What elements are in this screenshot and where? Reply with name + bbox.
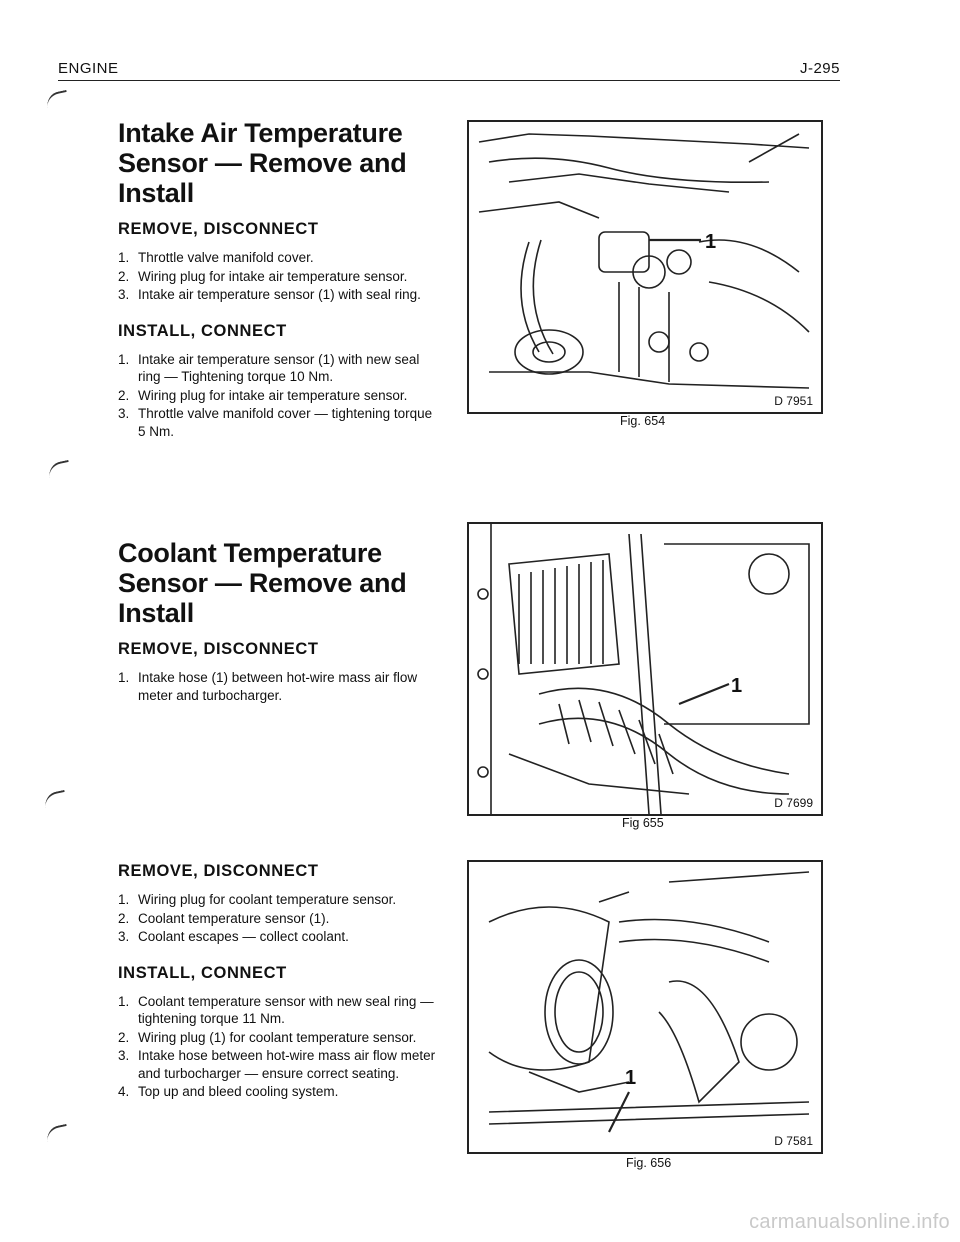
step-number: 3. — [118, 287, 130, 302]
step-text: Intake hose between hot-wire mass air flow meter and turbocharger — ensure correct seating. — [138, 1048, 436, 1081]
step-number: 4. — [118, 1084, 130, 1099]
step-number: 1. — [118, 670, 130, 685]
step-item — [118, 928, 438, 946]
step-number: 2. — [118, 1029, 130, 1045]
install-steps — [118, 993, 438, 1101]
step-text: Intake air temperature sensor (1) with new seal ring — Tightening torque 10 Nm. — [138, 351, 420, 384]
step-item — [118, 387, 438, 405]
callout-label: 1 — [731, 675, 743, 697]
step-text: Intake air temperature sensor (1) with seal ring. — [138, 287, 421, 302]
figure-caption: Fig. 654 — [620, 414, 666, 428]
remove-heading: REMOVE, DISCONNECT — [118, 862, 319, 880]
step-number: 2. — [118, 268, 130, 284]
step-text: Throttle valve manifold cover. — [138, 250, 314, 265]
step-number: 3. — [118, 1048, 130, 1063]
step-text: Intake hose (1) between hot-wire mass air flow meter and turbocharger. — [138, 670, 418, 703]
step-number: 3. — [118, 929, 130, 944]
step-text: Coolant temperature sensor with new seal ring — tightening torque 11 Nm. — [138, 993, 434, 1026]
figure-id: D 7581 — [774, 1134, 813, 1148]
page-section-header: ENGINE — [58, 60, 119, 77]
section-title — [118, 118, 438, 208]
figure-caption: Fig 655 — [622, 816, 664, 830]
engine-illustration — [469, 524, 821, 814]
margin-mark — [45, 1124, 69, 1142]
step-number: 2. — [118, 910, 130, 926]
section-title — [118, 538, 438, 628]
step-item — [118, 891, 438, 909]
page-number: J-295 — [799, 60, 840, 77]
step-text: Coolant temperature sensor (1). — [138, 910, 330, 926]
install-heading: INSTALL, CONNECT — [118, 321, 287, 340]
engine-illustration — [469, 122, 821, 412]
figure-caption: Fig. 656 — [626, 1156, 672, 1170]
title-line: Sensor — Remove and — [118, 148, 407, 178]
header-rule — [58, 80, 840, 81]
remove-steps — [118, 249, 438, 304]
step-number: 1. — [118, 993, 130, 1009]
title-line: Coolant Temperature — [118, 538, 382, 568]
figure-656 — [467, 860, 823, 1154]
step-text: Top up and bleed cooling system. — [138, 1084, 339, 1099]
install-steps — [118, 351, 438, 441]
remove-heading: REMOVE, DISCONNECT — [118, 640, 319, 658]
margin-mark — [47, 460, 71, 478]
step-number: 1. — [118, 892, 130, 907]
remove-heading: REMOVE, DISCONNECT — [118, 220, 319, 238]
section-coolant-temp — [118, 538, 438, 722]
figure-654 — [467, 120, 823, 414]
step-text: Throttle valve manifold cover — tightening torque 5 Nm. — [138, 406, 433, 439]
watermark-footer: carmanualsonline.info — [749, 1211, 950, 1233]
callout-label: 1 — [625, 1067, 637, 1089]
step-item — [118, 249, 438, 267]
step-item — [118, 405, 438, 440]
step-item — [118, 910, 438, 928]
figure-id: D 7951 — [774, 394, 813, 408]
title-line: Install — [118, 178, 194, 208]
step-item — [118, 993, 438, 1028]
step-item — [118, 1047, 438, 1082]
step-item — [118, 286, 438, 304]
step-item — [118, 669, 438, 704]
step-text: Wiring plug for intake air temperature sensor. — [138, 268, 408, 284]
title-line: Intake Air Temperature — [118, 118, 403, 148]
step-number: 3. — [118, 406, 130, 421]
margin-mark — [43, 790, 67, 808]
step-item — [118, 268, 438, 286]
engine-illustration — [469, 862, 821, 1152]
step-number: 2. — [118, 387, 130, 403]
step-text: Wiring plug for intake air temperature sensor. — [138, 387, 408, 403]
figure-655 — [467, 522, 823, 816]
step-item — [118, 1083, 438, 1101]
step-text: Coolant escapes — collect coolant. — [138, 929, 349, 944]
section-intake-air-temp — [118, 118, 438, 458]
title-line: Sensor — Remove and — [118, 568, 407, 598]
margin-mark — [45, 90, 69, 108]
step-item — [118, 1029, 438, 1047]
remove-steps — [118, 891, 438, 946]
step-text: Wiring plug for coolant temperature sensor. — [138, 892, 397, 907]
step-number: 1. — [118, 250, 130, 265]
section-coolant-sensor-steps — [118, 862, 438, 1119]
step-text: Wiring plug (1) for coolant temperature sensor. — [138, 1029, 417, 1045]
step-number: 1. — [118, 351, 130, 367]
remove-steps — [118, 669, 438, 704]
title-line: Install — [118, 598, 194, 628]
install-heading: INSTALL, CONNECT — [118, 963, 287, 982]
step-item — [118, 351, 438, 386]
callout-label: 1 — [705, 231, 717, 253]
figure-id: D 7699 — [774, 796, 813, 810]
